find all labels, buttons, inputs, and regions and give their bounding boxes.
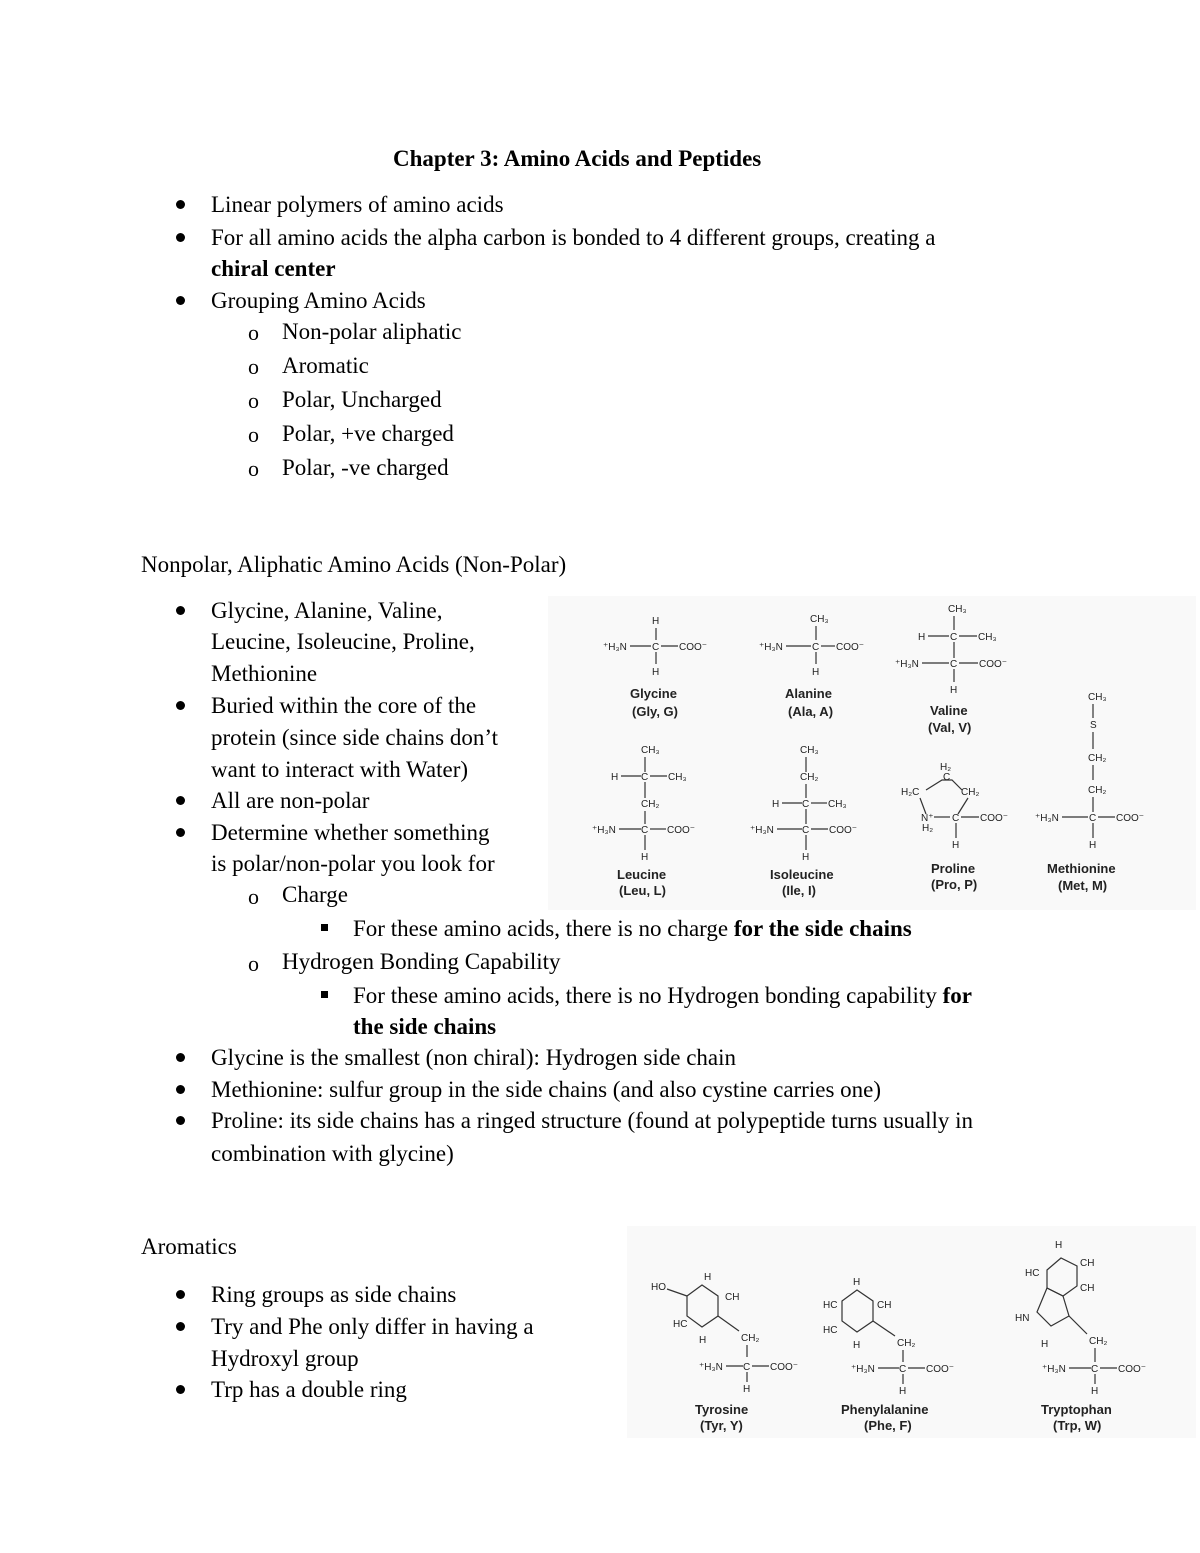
molecule-name: Isoleucine [770,867,834,882]
svg-text:CH: CH [1080,1258,1095,1269]
svg-text:CH₂: CH₂ [1088,785,1107,796]
group-item: Polar, -ve charged [282,455,449,480]
svg-text:CH: CH [725,1292,740,1303]
molecule-name: Methionine [1047,861,1116,876]
intro-bullet-1: Linear polymers of amino acids [211,192,504,217]
svg-text:C: C [743,1362,751,1373]
svg-text:H: H [853,1340,861,1351]
aromatics-b1: Ring groups as side chains [211,1282,457,1307]
svg-text:C: C [1089,813,1097,824]
svg-text:H: H [952,840,960,851]
hbond-note-line2: the side chains [353,1014,497,1039]
aromatics-b3: Trp has a double ring [211,1377,407,1402]
svg-text:C: C [899,1364,907,1375]
bullet [176,1290,185,1299]
svg-text:H: H [652,616,660,627]
svg-text:CH₃: CH₃ [948,604,967,615]
bullet [176,701,185,710]
hbond-label: Hydrogen Bonding Capability [282,949,561,974]
svg-text:⁺H₃N: ⁺H₃N [759,642,783,653]
sub-bullet: o [248,951,259,976]
molecule-name: Leucine [617,867,667,882]
sub-bullet: o [248,884,259,909]
nonpolar-b1-line2: Leucine, Isoleucine, Proline, [211,629,475,654]
svg-text:COO⁻: COO⁻ [926,1364,955,1375]
molecule-abbr: (Ile, I) [782,883,816,898]
group-item: Polar, Uncharged [282,387,442,412]
molecule-name: Tryptophan [1041,1402,1112,1417]
svg-text:C: C [1091,1364,1099,1375]
svg-text:S: S [1090,720,1097,731]
hbond-note-line1: For these amino acids, there is no Hydrogen bonding capability for [353,983,972,1008]
page-title: Chapter 3: Amino Acids and Peptides [393,146,762,171]
svg-text:⁺H₃N: ⁺H₃N [603,642,627,653]
square-bullet [321,924,328,931]
molecule-abbr: (Ala, A) [788,704,834,719]
svg-text:C: C [943,772,951,783]
section-heading-nonpolar: Nonpolar, Aliphatic Amino Acids (Non-Polar) [141,552,567,577]
svg-text:CH₃: CH₃ [668,772,687,783]
svg-text:CH₃: CH₃ [810,614,829,625]
svg-text:H: H [743,1384,751,1395]
nonpolar-b5: Glycine is the smallest (non chiral): Hydrogen side chain [211,1045,737,1070]
svg-text:CH₃: CH₃ [828,799,847,810]
nonpolar-b2-line3: want to interact with Water) [211,757,469,782]
svg-text:CH₃: CH₃ [641,745,660,756]
molecule-name: Glycine [630,686,677,701]
svg-text:CH₃: CH₃ [1088,692,1107,703]
svg-text:C: C [950,632,958,643]
svg-text:H: H [699,1335,707,1346]
nonpolar-b6: Methionine: sulfur group in the side chains (and also cystine carries one) [211,1077,882,1102]
molecule-abbr: (Phe, F) [864,1418,912,1433]
svg-text:H₂: H₂ [940,762,952,773]
svg-text:C: C [802,825,810,836]
group-item: Non-polar aliphatic [282,319,462,344]
bullet [176,1116,185,1125]
nonpolar-b1-line1: Glycine, Alanine, Valine, [211,598,443,623]
svg-text:H: H [652,667,660,678]
intro-bullet-3: Grouping Amino Acids [211,288,426,313]
molecule-abbr: (Tyr, Y) [700,1418,743,1433]
svg-text:CH₃: CH₃ [978,632,997,643]
nonpolar-b1-line3: Methionine [211,661,318,686]
bullet [176,1322,185,1331]
aromatics-b2-line1: Try and Phe only differ in having a [211,1314,534,1339]
molecule-name: Phenylalanine [841,1402,929,1417]
svg-text:⁺H₃N: ⁺H₃N [895,659,919,670]
svg-text:COO⁻: COO⁻ [980,813,1009,824]
svg-text:COO⁻: COO⁻ [679,642,708,653]
svg-text:HO: HO [651,1282,666,1293]
bullet [176,200,185,209]
bullet [176,1085,185,1094]
nonpolar-b7-line1: Proline: its side chains has a ringed structure (found at polypeptide turns usually in [211,1108,974,1133]
intro-bullet-2-line2: chiral center [211,256,336,281]
svg-text:⁺H₃N: ⁺H₃N [750,825,774,836]
nonpolar-b2-line2: protein (since side chains don’t [211,725,499,750]
svg-text:COO⁻: COO⁻ [979,659,1008,670]
svg-text:C: C [950,659,958,670]
svg-text:H: H [772,799,780,810]
nonpolar-b3: All are non-polar [211,788,370,813]
molecule-name: Alanine [785,686,832,701]
svg-text:CH₂: CH₂ [961,787,980,798]
svg-text:CH₂: CH₂ [641,799,660,810]
molecule-name: Valine [930,703,968,718]
molecule-abbr: (Met, M) [1058,878,1108,893]
svg-text:H: H [918,632,926,643]
molecule-abbr: (Leu, L) [619,883,666,898]
svg-text:COO⁻: COO⁻ [770,1362,799,1373]
intro-bullet-2-line1: For all amino acids the alpha carbon is bonded to 4 different groups, creating a [211,225,936,250]
bullet [176,1385,185,1394]
sub-bullet: o [248,456,259,481]
svg-text:C: C [802,799,810,810]
bullet [176,1053,185,1062]
bullet [176,296,185,305]
svg-text:CH₂: CH₂ [800,772,819,783]
molecule-abbr: (Val, V) [928,720,972,735]
svg-text:H: H [1089,840,1097,851]
svg-text:H: H [802,852,810,863]
svg-text:HN: HN [1015,1313,1030,1324]
svg-text:H₂C: H₂C [901,787,920,798]
nonpolar-b7-line2: combination with glycine) [211,1141,454,1166]
svg-text:H: H [641,852,649,863]
molecule-name: Tyrosine [695,1402,749,1417]
nonpolar-b4-line2: is polar/non-polar you look for [211,851,495,876]
svg-text:C: C [641,772,649,783]
svg-text:H: H [1091,1386,1099,1397]
svg-text:CH: CH [1080,1283,1095,1294]
svg-text:H₂: H₂ [922,823,934,834]
sub-bullet: o [248,320,259,345]
nonpolar-structures-figure [548,596,1196,910]
svg-text:HC: HC [1025,1268,1040,1279]
svg-text:CH₂: CH₂ [1089,1336,1108,1347]
svg-text:CH₃: CH₃ [800,745,819,756]
bullet [176,606,185,615]
svg-text:H: H [853,1277,861,1288]
svg-text:N⁺: N⁺ [921,813,934,824]
svg-text:COO⁻: COO⁻ [829,825,858,836]
svg-text:H: H [812,667,820,678]
bullet [176,796,185,805]
svg-text:H: H [1055,1240,1063,1251]
svg-text:C: C [812,642,820,653]
sub-bullet: o [248,354,259,379]
svg-text:COO⁻: COO⁻ [1116,813,1145,824]
nonpolar-b2-line1: Buried within the core of the [211,693,477,718]
svg-text:H: H [1041,1339,1049,1350]
svg-text:CH₂: CH₂ [741,1333,760,1344]
nonpolar-b4-line1: Determine whether something [211,820,490,845]
svg-text:HC: HC [823,1300,838,1311]
svg-text:C: C [952,813,960,824]
svg-text:COO⁻: COO⁻ [836,642,865,653]
svg-text:CH: CH [877,1300,892,1311]
svg-text:C: C [652,642,660,653]
charge-label: Charge [282,882,349,907]
charge-note: For these amino acids, there is no charge for the side chains [353,916,912,941]
svg-text:H: H [611,772,619,783]
svg-text:⁺H₃N: ⁺H₃N [592,825,616,836]
sub-bullet: o [248,422,259,447]
svg-text:COO⁻: COO⁻ [667,825,696,836]
aromatics-b2-line2: Hydroxyl group [211,1346,359,1371]
sub-bullet: o [248,388,259,413]
square-bullet [321,991,328,998]
svg-text:C: C [641,825,649,836]
molecule-name: Proline [931,861,976,876]
svg-text:⁺H₃N: ⁺H₃N [851,1364,875,1375]
svg-text:⁺H₃N: ⁺H₃N [1042,1364,1066,1375]
svg-text:CH₂: CH₂ [897,1338,916,1349]
svg-text:HC: HC [823,1325,838,1336]
aromatic-structures-figure [627,1226,1196,1438]
svg-text:⁺H₃N: ⁺H₃N [699,1362,723,1373]
group-item: Aromatic [282,353,369,378]
svg-text:COO⁻: COO⁻ [1118,1364,1147,1375]
bullet [176,828,185,837]
bullet [176,233,185,242]
svg-text:HC: HC [673,1319,688,1330]
svg-text:CH₂: CH₂ [1088,753,1107,764]
molecule-abbr: (Trp, W) [1053,1418,1102,1433]
svg-text:⁺H₃N: ⁺H₃N [1035,813,1059,824]
molecule-abbr: (Gly, G) [632,704,678,719]
svg-text:H: H [950,685,958,696]
molecule-abbr: (Pro, P) [931,877,978,892]
svg-text:H: H [899,1386,907,1397]
section-heading-aromatics: Aromatics [141,1234,237,1259]
svg-text:H: H [704,1272,712,1283]
group-item: Polar, +ve charged [282,421,454,446]
